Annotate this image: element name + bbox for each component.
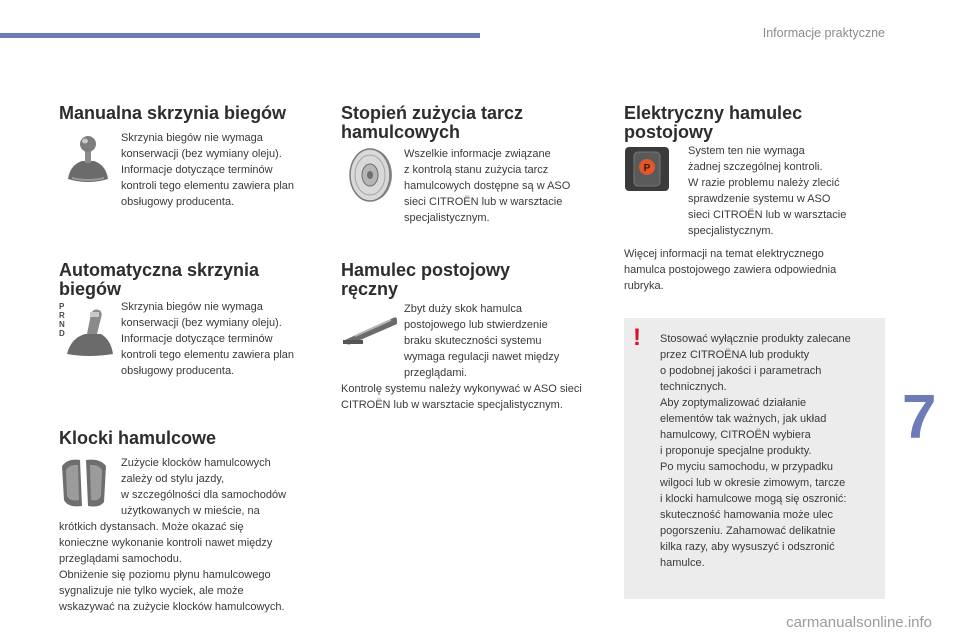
brake-disc-icon bbox=[346, 147, 394, 203]
automatic-selector-icon bbox=[57, 300, 115, 358]
warning-exclamation-icon: ! bbox=[633, 324, 641, 351]
electric-parking-brake-switch-icon bbox=[624, 146, 670, 192]
selector-letter-r: R bbox=[59, 311, 65, 320]
brake-discs-text: Wszelkie informacje związane z kontrolą stanu zużycia tarcz hamulcowych dostępne są w ASO sieci CITROËN lub w warsztacie specjalistycznym. bbox=[404, 148, 571, 224]
section-title: Informacje praktyczne bbox=[762, 26, 885, 40]
parking-brake-heading: Hamulec postojowy ręczny bbox=[341, 260, 511, 299]
svg-text:P: P bbox=[643, 163, 651, 174]
automatic-gearbox-heading: Automatyczna skrzynia biegów bbox=[59, 260, 260, 299]
selector-letter-d: D bbox=[59, 329, 65, 338]
automatic-gearbox-text: Skrzynia biegów nie wymaga konserwacji (bez wymiany oleju). Informacje dotyczące terminów kontroli tego elementu zawiera plan obsługowy producenta. bbox=[121, 301, 295, 377]
warning-note-text: Stosować wyłącznie produkty zalecane przez CITROËNA lub produkty o podobnej jakości i parametrach technicznych. Aby zoptymalizować działanie elementów tak ważnych, jak układ hamulcowy, CITROËN wybiera i proponuje specjalne produkty. Po myciu samochodu, w przypadku wilgoci lub w okresie zimowym, tarcze i klocki hamulcowe mogą się oszronić: skuteczność hamowania może ulec pogorszeniu. Zahamować delikatnie kilka razy, aby wysuszyć i odszronić hamulce. bbox=[660, 333, 851, 569]
electric-parking-brake-heading: Elektryczny hamulec postojowy bbox=[624, 103, 803, 142]
electric-parking-brake-continued-text: Więcej informacji na temat elektrycznego hamulca postojowego zawiera odpowiednia rubryka. bbox=[624, 248, 837, 292]
brake-pads-heading: Klocki hamulcowe bbox=[59, 428, 217, 448]
parking-brake-continued-text: Kontrolę systemu należy wykonywać w ASO sieci CITROËN lub w warsztacie specjalistycznym. bbox=[341, 383, 582, 411]
brake-pads-text: Zużycie klocków hamulcowych zależy od stylu jazdy, w szczególności dla samochodów użytkowanych w mieście, na bbox=[121, 457, 287, 517]
selector-letter-n: N bbox=[59, 320, 65, 329]
footer-watermark: carmanualsonline.info bbox=[786, 614, 932, 631]
manual-gearbox-text: Skrzynia biegów nie wymaga konserwacji (bez wymiany oleju). Informacje dotyczące terminów kontroli tego elementu zawiera plan obsługowy producenta. bbox=[121, 132, 295, 208]
brake-discs-heading: Stopień zużycia tarcz hamulcowych bbox=[341, 103, 524, 142]
gear-lever-icon bbox=[64, 135, 112, 185]
handbrake-lever-icon bbox=[341, 310, 399, 346]
selector-letter-p: P bbox=[59, 302, 65, 311]
brake-pads-continued-text: krótkich dystansach. Może okazać się konieczne wykonanie kontroli nawet między przeglądami samochodu. Obniżenie się poziomu płynu hamulcowego sygnalizuje nie tylko wyciek, ale może wskazywać na zużycie klocków hamulcowych. bbox=[59, 521, 285, 613]
chapter-number: 7 bbox=[902, 383, 937, 452]
electric-parking-brake-text: System ten nie wymaga żadnej szczególnej kontroli. W razie problemu należy zlecić sprawdzenie systemu w ASO sieci CITROËN lub w warsztacie specjalistycznym. bbox=[688, 145, 847, 237]
warning-note-box bbox=[624, 318, 885, 599]
parking-brake-text: Zbyt duży skok hamulca postojowego lub stwierdzenie braku skuteczności systemu wymaga regulacji nawet między przeglądami. bbox=[404, 303, 560, 379]
manual-gearbox-heading: Manualna skrzynia biegów bbox=[59, 103, 287, 123]
brake-pads-icon bbox=[60, 456, 110, 510]
header-accent-bar bbox=[0, 33, 480, 38]
